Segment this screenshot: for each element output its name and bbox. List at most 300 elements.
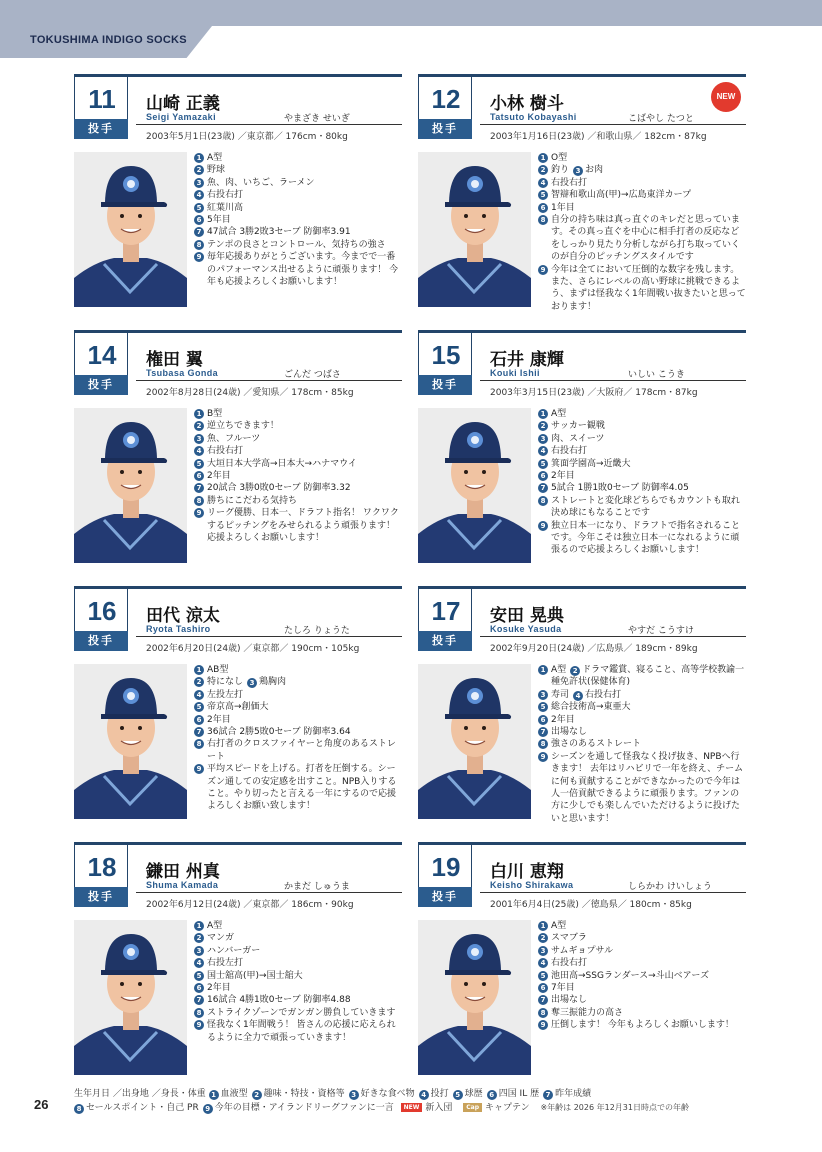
player-profile-info: 2002年6月20日(24歳) ／東京都／ 190cm・105kg: [146, 644, 360, 654]
bio-text-main: 独立日本一になり、ドラフトで指名されることです。今年こそは独立日本一になれるように頑張るので応援よろしくお願いします！: [551, 520, 741, 556]
number-box: [74, 333, 128, 375]
player-bio: [194, 408, 404, 544]
legend-number-bullet: 1: [209, 1090, 219, 1100]
bio-number-bullet: 7: [538, 995, 548, 1005]
bio-item: [538, 264, 748, 314]
uniform-number: 16: [87, 596, 117, 626]
bio-item: [194, 689, 404, 701]
bio-text: [207, 920, 404, 932]
bio-number-bullet: 6: [194, 215, 204, 225]
bio-text-main: 20試合 3勝0敗0セーブ 防御率3.32: [207, 483, 351, 494]
bio-item: [538, 714, 748, 726]
new-tag: NEW: [401, 1103, 423, 1112]
bio-number-bullet: 7: [194, 727, 204, 737]
bio-text-main: 右投右打: [207, 446, 244, 457]
player-photo-svg: [74, 664, 187, 819]
player-name: 石井 康輝: [490, 350, 564, 370]
legend-items-2: [74, 1103, 398, 1113]
player-bio: [194, 664, 404, 813]
legend-number-bullet: 8: [74, 1104, 84, 1114]
player-name: 安田 晃典: [490, 606, 564, 626]
bio-text-main: O型: [551, 153, 568, 163]
bio-number-bullet: 5: [538, 702, 548, 712]
bio-text-main: 右投左打: [207, 958, 244, 969]
player-card: [74, 330, 402, 570]
bio-text: [551, 738, 748, 750]
uniform-number: 12: [431, 84, 461, 114]
bio-number-bullet: 4: [194, 690, 204, 700]
player-name: 権田 翼: [146, 350, 203, 370]
bio-item: [538, 957, 748, 969]
bio-number-bullet: 5: [538, 459, 548, 469]
number-box: [418, 845, 472, 887]
bio-number-bullet: 9: [194, 1020, 204, 1030]
bio-item: [538, 445, 748, 457]
bio-text: [207, 152, 404, 164]
legend-number-bullet: 9: [203, 1104, 213, 1114]
legend-item-label: 投打: [430, 1089, 449, 1099]
player-photo-svg: [418, 664, 531, 819]
bio-text: [207, 433, 404, 445]
player-romaji: Ryota Tashiro: [146, 624, 211, 634]
new-label: 新入団: [425, 1103, 453, 1113]
player-kana: やまざき せいぎ: [284, 114, 350, 124]
bio-number-bullet: 7: [538, 483, 548, 493]
bio-text: [207, 994, 404, 1006]
legend: [74, 1088, 689, 1115]
bio-number-bullet: 3: [194, 178, 204, 188]
player-profile-info: 2002年9月20日(24歳) ／広島県／ 189cm・89kg: [490, 644, 698, 654]
bio-text-main: B型: [207, 409, 223, 419]
player-romaji: Kosuke Yasuda: [490, 624, 562, 634]
bio-text-second: 右投右打: [585, 689, 622, 700]
bio-text: [207, 932, 404, 944]
player-kana: こばやし たつと: [628, 114, 694, 124]
bio-text: [551, 408, 748, 420]
legend-number-bullet: 4: [419, 1090, 429, 1100]
player-card: [418, 74, 746, 314]
legend-item-label: 趣味・特技・資格等: [263, 1089, 345, 1099]
player-bio: [194, 920, 404, 1044]
player-photo-svg: [418, 152, 531, 307]
bio-item: [538, 152, 748, 164]
bio-text-main: リーグ優勝、日本一、ドラフト指名！ ワクワクするピッチングをみせられるよう頑張ります！ 応援よろしくお願いします！: [207, 508, 399, 544]
bio-text: [207, 689, 404, 701]
bio-item: [538, 177, 748, 189]
bio-number-bullet: 8: [538, 496, 548, 506]
bio-number-bullet: 5: [538, 971, 548, 981]
bio-text-main: 平均スピードを上げる。打者を圧倒する。シーズン通しての安定感を出すこと。NPB入りすること。やり切ったと言える一年にするので応援よろしくお願い致します！: [207, 764, 397, 812]
bio-text-main: 魚、肉、いちご、ラーメン: [207, 177, 315, 188]
bio-text-main: 強さのあるストレート: [551, 739, 642, 750]
player-bio: [194, 152, 404, 288]
bio-text: [551, 470, 748, 482]
bio-text-main: サムギョプサル: [551, 945, 614, 956]
bio-text: [551, 994, 748, 1006]
bio-number-bullet: 2: [538, 933, 548, 943]
bio-text-main: 勝ちにこだわる気持ち: [207, 495, 298, 506]
bio-text-main: 47試合 3勝2敗3セーブ 防御率3.91: [207, 227, 351, 238]
bio-text: [551, 152, 748, 164]
position-label: 投手: [74, 119, 128, 139]
number-box: [74, 845, 128, 887]
position-label: 投手: [74, 631, 128, 651]
position-label: 投手: [418, 887, 472, 907]
name-divider: [480, 124, 746, 125]
bio-number-bullet: 1: [194, 409, 204, 419]
bio-item: [194, 664, 404, 676]
bio-text-main: 16試合 4勝1敗0セーブ 防御率4.88: [207, 995, 351, 1006]
position-label: 投手: [74, 887, 128, 907]
bio-number-bullet: 6: [194, 983, 204, 993]
bio-text-main: 釣り: [551, 165, 570, 176]
bio-number-bullet: 2: [570, 666, 580, 676]
page-number: 26: [34, 1097, 49, 1112]
bio-text-main: AB型: [207, 665, 229, 675]
legend-item: [453, 1088, 483, 1101]
legend-number-bullet: 7: [543, 1090, 553, 1100]
bio-number-bullet: 1: [194, 665, 204, 675]
bio-number-bullet: 9: [538, 265, 548, 275]
legend-item-label: 球歴: [464, 1089, 483, 1099]
bio-text-main: 1年目: [551, 202, 575, 213]
bio-number-bullet: 6: [194, 715, 204, 725]
bio-item: [538, 932, 748, 944]
bio-item: [194, 495, 404, 507]
bio-text: [551, 701, 748, 713]
player-kana: やすだ こうすけ: [628, 626, 694, 636]
bio-text: [551, 189, 748, 201]
legend-item: [203, 1102, 394, 1115]
bio-item: [194, 408, 404, 420]
bio-text: [551, 664, 748, 689]
bio-text-main: A型: [551, 665, 567, 675]
bio-item: [194, 738, 404, 763]
bio-number-bullet: 2: [194, 677, 204, 687]
legend-item-label: 好きな食べ物: [360, 1089, 415, 1099]
bio-text-main: 特になし: [207, 677, 244, 688]
bio-number-bullet: 8: [538, 215, 548, 225]
bio-number-bullet: 4: [194, 190, 204, 200]
player-photo: [418, 920, 531, 1075]
bio-text: [207, 970, 404, 982]
bio-number-bullet: 8: [194, 240, 204, 250]
bio-item: [194, 177, 404, 189]
bio-text: [207, 957, 404, 969]
bio-text-main: 36試合 2勝5敗0セーブ 防御率3.64: [207, 727, 351, 738]
bio-item: [538, 701, 748, 713]
bio-number-bullet: 3: [538, 690, 548, 700]
bio-text: [551, 214, 748, 264]
bio-number-bullet: 3: [573, 166, 583, 176]
bio-text: [551, 164, 748, 176]
player-profile-info: 2002年6月12日(24歳) ／東京都／ 186cm・90kg: [146, 900, 354, 910]
bio-text: [207, 458, 404, 470]
bio-text: [207, 189, 404, 201]
bio-text: [207, 1007, 404, 1019]
bio-number-bullet: 4: [538, 958, 548, 968]
bio-number-bullet: 8: [194, 496, 204, 506]
bio-item: [194, 251, 404, 288]
bio-item: [538, 945, 748, 957]
bio-number-bullet: 9: [538, 1020, 548, 1030]
bio-number-bullet: 6: [194, 471, 204, 481]
player-bio: [538, 152, 748, 313]
legend-prefix: 生年月日 ／出身地 ／身長・体重: [74, 1089, 206, 1099]
bio-text-main: A型: [207, 153, 223, 163]
legend-item: [419, 1088, 449, 1101]
bio-item: [538, 495, 748, 520]
player-bio: [538, 920, 748, 1032]
bio-text: [551, 495, 748, 520]
bio-text-main: ハンバーガー: [207, 945, 261, 956]
bio-item: [538, 202, 748, 214]
bio-text-main: 5年目: [207, 215, 231, 226]
bio-text: [207, 202, 404, 214]
bio-number-bullet: 4: [194, 958, 204, 968]
player-photo: [418, 152, 531, 307]
player-profile-info: 2003年1月16日(23歳) ／和歌山県／ 182cm・87kg: [490, 132, 707, 142]
bio-item: [194, 982, 404, 994]
bio-number-bullet: 4: [538, 178, 548, 188]
bio-number-bullet: 7: [194, 483, 204, 493]
player-name: 山崎 正義: [146, 94, 220, 114]
bio-item: [194, 763, 404, 813]
legend-items-1: [209, 1089, 595, 1099]
player-name: 鎌田 州真: [146, 862, 220, 882]
bio-number-bullet: 5: [194, 971, 204, 981]
bio-text-main: 箕面学園高→近畿大: [551, 458, 631, 469]
legend-item-label: 今年の目標・アイランドリーグファンに一言: [214, 1103, 394, 1113]
bio-number-bullet: 8: [194, 739, 204, 749]
bio-text-main: 大垣日本大学高→日本大→ハナマウイ: [207, 458, 357, 469]
uniform-number: 17: [431, 596, 461, 626]
bio-text: [551, 520, 748, 557]
bio-text-main: 魚、フルーツ: [207, 433, 261, 444]
bio-text-main: 2年目: [551, 714, 575, 725]
bio-text: [551, 945, 748, 957]
bio-text-main: 野球: [207, 165, 226, 176]
position-label: 投手: [418, 631, 472, 651]
bio-item: [538, 408, 748, 420]
bio-text-second: 鶏胸肉: [259, 677, 287, 688]
position-label: 投手: [418, 119, 472, 139]
player-romaji: Kouki Ishii: [490, 368, 540, 378]
player-romaji: Tatsuto Kobayashi: [490, 112, 577, 122]
bio-text-main: 肉、スイーツ: [551, 433, 605, 444]
player-kana: しらかわ けいしょう: [628, 882, 712, 892]
bio-item: [538, 738, 748, 750]
bio-text: [551, 726, 748, 738]
player-card: [418, 586, 746, 826]
bio-text-main: スマブラ: [551, 933, 587, 944]
bio-item: [538, 920, 748, 932]
bio-item: [538, 520, 748, 557]
bio-item: [194, 1019, 404, 1044]
bio-text: [207, 482, 404, 494]
bio-number-bullet: 1: [194, 153, 204, 163]
bio-number-bullet: 9: [538, 752, 548, 762]
bio-text: [551, 714, 748, 726]
bio-number-bullet: 2: [538, 165, 548, 175]
bio-number-bullet: 9: [194, 508, 204, 518]
legend-item-label: セールスポイント・自己 PR: [86, 1103, 199, 1113]
bio-number-bullet: 6: [538, 983, 548, 993]
bio-number-bullet: 5: [194, 702, 204, 712]
bio-number-bullet: 7: [538, 727, 548, 737]
bio-text-main: ストレートと変化球どちらでもカウントも取れ決め球にもなることです: [551, 495, 740, 519]
bio-text: [207, 164, 404, 176]
player-profile-info: 2002年8月28日(24歳) ／愛知県／ 178cm・85kg: [146, 388, 354, 398]
number-box: [74, 589, 128, 631]
bio-text: [551, 982, 748, 994]
bio-text: [207, 1019, 404, 1044]
bio-text: [551, 932, 748, 944]
bio-text-main: 奪三振能力の高さ: [551, 1007, 624, 1018]
player-kana: たしろ りょうた: [284, 626, 350, 636]
bio-text: [551, 445, 748, 457]
bio-text: [551, 177, 748, 189]
bio-text: [207, 945, 404, 957]
bio-text: [551, 920, 748, 932]
bio-item: [194, 994, 404, 1006]
bio-item: [194, 482, 404, 494]
name-divider: [136, 636, 402, 637]
bio-text-main: A型: [551, 409, 567, 419]
bio-text-main: A型: [551, 921, 567, 931]
player-photo: [74, 408, 187, 563]
uniform-number: 11: [88, 84, 116, 114]
bio-number-bullet: 4: [194, 446, 204, 456]
bio-text: [551, 202, 748, 214]
bio-number-bullet: 3: [247, 678, 257, 688]
bio-item: [194, 970, 404, 982]
bio-item: [538, 726, 748, 738]
player-card: [418, 330, 746, 570]
legend-item: [487, 1088, 539, 1101]
bio-text: [207, 226, 404, 238]
bio-text-main: ストライクゾーンでガンガン勝負していきます: [207, 1007, 396, 1018]
bio-number-bullet: 5: [538, 190, 548, 200]
bio-text-main: 帝京高→創価大: [207, 702, 269, 713]
bio-text-main: 今年は全てにおいて圧倒的な数字を残します。また、さらにレベルの高い野球に挑戦できるよう、まずは怪我なく1年間戦い抜きたいと思っております！: [551, 264, 746, 312]
bio-item: [194, 507, 404, 544]
captain-tag: Cap: [463, 1103, 482, 1112]
bio-text: [207, 726, 404, 738]
bio-text: [207, 676, 404, 688]
bio-item: [194, 932, 404, 944]
bio-text: [207, 470, 404, 482]
bio-text-main: 右投右打: [551, 177, 588, 188]
bio-text-main: 毎年応援ありがとうございます。今までで一番のパフォーマンス出せるように頑張ります！ 今年も応援よろしくお願いします！: [207, 252, 399, 288]
bio-number-bullet: 6: [538, 715, 548, 725]
bio-text: [207, 738, 404, 763]
player-card: [74, 74, 402, 314]
bio-item: [194, 920, 404, 932]
captain-label: キャプテン: [485, 1103, 530, 1113]
bio-number-bullet: 2: [194, 421, 204, 431]
bio-text: [551, 458, 748, 470]
bio-text-main: 寿司: [551, 689, 570, 700]
name-divider: [480, 892, 746, 893]
bio-item: [194, 164, 404, 176]
bio-number-bullet: 2: [194, 933, 204, 943]
bio-text-main: 5試合 1勝1敗0セーブ 防御率4.05: [551, 483, 689, 494]
bio-text: [551, 264, 748, 314]
bio-text-main: 池田高→SSGランダース→斗山ベアーズ: [551, 970, 709, 981]
bio-text-main: 出場なし: [551, 727, 588, 738]
bio-text: [551, 1007, 748, 1019]
bio-item: [538, 994, 748, 1006]
bio-item: [538, 482, 748, 494]
bio-text-main: 右投右打: [551, 446, 588, 457]
player-photo: [74, 664, 187, 819]
bio-number-bullet: 6: [538, 471, 548, 481]
bio-number-bullet: 3: [538, 946, 548, 956]
bio-text: [207, 714, 404, 726]
bio-text: [207, 251, 404, 288]
bio-item: [194, 458, 404, 470]
player-photo: [418, 408, 531, 563]
player-kana: ごんだ つばさ: [284, 370, 341, 380]
bio-text-main: A型: [207, 921, 223, 931]
name-divider: [480, 380, 746, 381]
number-box: [74, 77, 128, 119]
bio-item: [194, 714, 404, 726]
player-bio: [538, 408, 748, 557]
bio-item: [194, 957, 404, 969]
bio-text: [551, 970, 748, 982]
bio-text: [551, 1019, 748, 1031]
bio-number-bullet: 3: [194, 434, 204, 444]
player-photo-svg: [74, 152, 187, 307]
bio-text: [207, 420, 404, 432]
bio-number-bullet: 1: [538, 665, 548, 675]
new-badge: NEW: [711, 82, 741, 112]
bio-number-bullet: 2: [194, 165, 204, 175]
player-photo: [418, 664, 531, 819]
legend-item: [209, 1088, 248, 1101]
bio-text-main: 逆立ちできます！: [207, 421, 279, 432]
bio-text-main: 2年目: [207, 471, 231, 482]
player-photo: [74, 152, 187, 307]
legend-number-bullet: 5: [453, 1090, 463, 1100]
bio-text: [551, 420, 748, 432]
bio-item: [194, 214, 404, 226]
bio-text-main: 2年目: [551, 471, 575, 482]
bio-number-bullet: 9: [538, 521, 548, 531]
bio-text-second: ドラマ鑑賞、寝ること、高等学校教諭一種免許状(保健体育): [551, 665, 745, 688]
bio-item: [194, 445, 404, 457]
legend-item: [252, 1088, 345, 1101]
legend-number-bullet: 3: [349, 1090, 359, 1100]
bio-item: [194, 945, 404, 957]
bio-number-bullet: 1: [538, 921, 548, 931]
bio-item: [194, 226, 404, 238]
number-box: [418, 77, 472, 119]
bio-number-bullet: 7: [194, 995, 204, 1005]
number-box: [418, 589, 472, 631]
bio-item: [538, 164, 748, 176]
bio-text-main: マンガ: [207, 933, 235, 944]
bio-text: [207, 214, 404, 226]
bio-item: [194, 1007, 404, 1019]
uniform-number: 18: [87, 852, 117, 882]
legend-item: [74, 1102, 199, 1115]
bio-item: [538, 982, 748, 994]
bio-text: [207, 177, 404, 189]
bio-item: [538, 420, 748, 432]
